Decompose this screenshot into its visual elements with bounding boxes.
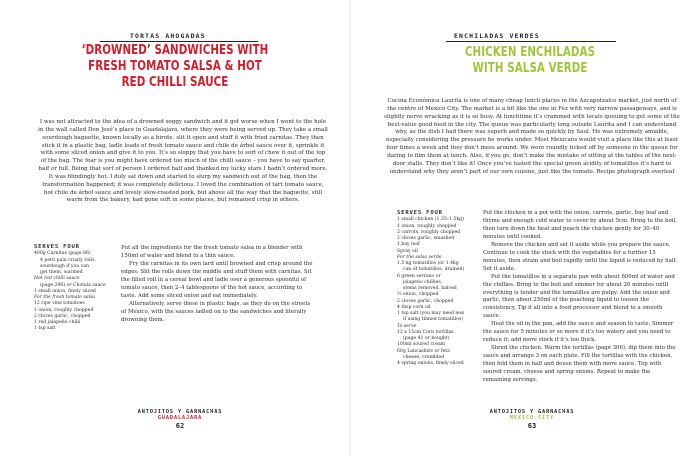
ingredient-item: 4 spring onions, finely sliced — [397, 361, 464, 366]
left-title-rule — [100, 41, 258, 42]
ingredient-item: jalapeño chillies, — [403, 279, 443, 285]
ingredient-item: 2 cloves garlic, smashed — [397, 236, 455, 241]
ingredient-item: can of tomatillos, drained) — [403, 267, 465, 273]
right-intro-text: Cocina Económica Laurita is one of many cheap lunch places in the Azcapotzalco market, just north of the centre of Mexico City. The market is a bit like the one in Fez with very narrow passageways, and is slightly nerve wracking as it is so busy. At lunchtime it’s crammed with locals queuing to get some of the best-value good food in the city. The queue was particularly long outside Laurita and I can understand why, as the dish I had there was superb and made so quickly by Saul. He was extremely amiable, especially considering the pressure he works under. Most Mexicans would visit a place like this at least four times a week and they don’t mess around. We were roundly ticked off by someone in the queue for daring to film them at lunch. Also, if you go, don’t make the mistake of sitting at the tables of the next-door stalls. They don’t like it! Once you’ve tasted the special green acidity of tomatillos it’s hard to understand why they aren’t part of our own cuisine, just like the tomato. Recipe photograph overleaf — [384, 98, 680, 175]
left-title-line-1: ‘DROWNED’ SANDWICHES WITH — [81, 43, 269, 58]
left-intro — [38, 119, 328, 205]
left-title-line-3: RED CHILLI SAUCE — [121, 75, 229, 90]
method-step: Shred the chicken. Warm the tortillas (page 306), dip them into the sauce and arrange 3 on each plate. Fill the tortillas with the chicken, then fold them in half and douse them with more sauce. Top with soured cream, cheese and spring onions. Repeat to make the remaining servings. — [483, 345, 676, 384]
ingredient-item: Spray oil — [397, 248, 418, 254]
ingredient-item: 4 tbsp corn oil — [397, 304, 431, 310]
left-recipe-title — [62, 43, 288, 91]
right-footer-chapter: ANTOJITOS Y GARNACHAS — [489, 409, 575, 415]
left-intro-text: I was not attracted to the idea of a drowned soggy sandwich and it got worse when I went to the hole in the wall called Don José’s place in Guadalajara, where they were being served up. They take a small sourdough baguette, known locally as a birote, slit it open and stuff it with fried carnitas. They then stick it in a plastic bag, ladle loads of fresh tomato sauce and chile de árbol sauce over it, sprinkle it with some sliced onion and give it to you. It’s so sloppy that you have to sort of chew it out of the top of the bag. The fear is you might have ordered too much of the chilli sauce – you have to say quarter, half or full. Being that sort of person I ordered half and thanked my lucky stars I hadn’t ordered more. It was blindingly hot. I duly sat down and started to slurp my sandwich out of the bag, then the transformation happened; it was completely delicious. I loved the combination of tart tomato sauce, hot chile de árbol sauce and lovely slow-roasted pork, but above all the way that the baguette, still warm from the bakery, had gone soft in some places, but remained crisp in others. — [38, 119, 328, 204]
right-intro — [384, 98, 680, 176]
ingredient-item: ½ onion, chopped — [397, 292, 439, 298]
ingredient-item: 12 ripe vine tomatoes — [34, 301, 85, 307]
ingredient-item: 1 tsp salt (you may need less — [397, 311, 465, 316]
left-section-label: TORTAS AHOGADAS — [130, 32, 206, 40]
right-method — [483, 210, 679, 385]
ingredient-item: 1 small onion, finely sliced — [34, 288, 96, 294]
ingredient-item: 1 onion, roughly chopped — [397, 223, 457, 229]
right-title-rule — [446, 41, 616, 42]
ingredient-item: 1 onion, roughly chopped — [34, 307, 94, 313]
ingredient-item: 400g Carnitas (page 86) — [34, 251, 91, 257]
ingredient-item: cheese, crumbled — [403, 354, 445, 360]
ingredient-item: (page 296) or Cholula sauce — [40, 282, 106, 288]
ingredient-item: if using tinned tomatillos) — [403, 317, 464, 323]
method-step: Alternatively, serve these in plastic bags, as they do on the streets of Mexico, with the sauces ladled on to the sandwiches and literally drowning them. — [121, 300, 311, 323]
ingredient-item: 2 cloves garlic, chopped — [34, 313, 91, 319]
right-title-line-1: CHICKEN ENCHILADAS — [464, 45, 596, 60]
ingredient-item: 4 petit pain crusty rolls, — [40, 257, 96, 263]
ingredient-item: 1 bay leaf — [397, 242, 420, 248]
ingredient-item: (page 41 or bought) — [403, 336, 450, 341]
right-title-line-2: WITH SALSA VERDE — [472, 61, 588, 76]
ingredient-subheading: To serve — [397, 323, 417, 329]
ingredient-item: 6 green serrano or — [397, 273, 441, 279]
ingredient-item: Hot red chilli sauce — [34, 276, 80, 282]
ingredient-item: stems removed, halved — [403, 286, 457, 291]
right-recipe-title — [421, 45, 639, 77]
ingredient-item: 2 carrots, roughly chopped — [397, 229, 461, 235]
right-page-number: 63 — [527, 422, 537, 430]
method-step: Heat the oil in the pan, add the sauce and season to taste. Simmer the sauce for 5 minutes or so more if it’s too watery and you need to reduce it; add more stock if it’s too thick. — [483, 321, 674, 344]
left-footer-chapter: ANTOJITOS Y GARNACHAS — [137, 409, 223, 415]
ingredient-item: 2 cloves garlic, chopped — [397, 298, 454, 304]
ingredient-subheading: For the fresh tomato salsa — [34, 295, 96, 300]
ingredient-item: 60g Lancashire or feta — [397, 348, 450, 354]
left-page-number: 62 — [175, 422, 185, 430]
ingredient-item: get them, warmed — [40, 270, 83, 275]
method-step: Fry the carnitas in its own lard until browned and crisp around the edges. Slit the rolls down the middle and stuff them with carnitas. Sit the filled roll in a cereal bowl and ladle over a generous spoonful of tomato sauce, then 2–4 tablespoons of the hot sauce, according to taste. Add some sliced onion and eat immediately. — [121, 260, 313, 299]
left-title-line-2: FRESH TOMATO SALSA & HOT — [88, 59, 262, 74]
method-step: Put the tomatillos in a separate pan with about 600ml of water and the chillies. Bring to the boil and simmer for about 20 minutes until everything is tender and the tomatillos are pulpy. Add the onion and garlic, then about 250ml of the poaching liquid to loosen the consistency. Tip it all into a food processor and blend to a smooth sauce. — [483, 273, 675, 320]
left-footer — [110, 409, 250, 430]
method-step: Put all the ingredients for the fresh tomato salsa in a blender with 150ml of water and blend to a thin sauce. — [121, 245, 303, 259]
left-method — [121, 245, 317, 325]
right-footer — [462, 409, 602, 430]
left-footer-location: GUADALAJARA — [157, 415, 203, 421]
page-right — [350, 0, 700, 456]
method-step: Remove the chicken and set it aside while you prepare the sauce. Continue to cook the stock with the vegetables for a further 15 minutes, then strain and boil rapidly until the liquid is reduced by half. Set it aside. — [483, 241, 678, 272]
right-footer-location: MEXICO CITY — [509, 415, 555, 421]
ingredient-item: 1.5 kg tomatillos (or 1.4kg — [397, 261, 459, 266]
right-section-label: ENCHILADAS VERDES — [454, 32, 540, 40]
ingredient-item: 12 x 15cm Corn tortillas — [397, 329, 454, 335]
method-step: Put the chicken in a pot with the onion, carrots, garlic, bay leaf and thyme and enough cold water to cover by about 5cm. Bring to the boil, then turn down the heat and poach the chicken gently for 30–40 minutes until cooked. — [483, 210, 677, 240]
ingredient-item: sourdough if you can — [40, 263, 89, 269]
ingredient-item: 1 tsp salt — [34, 326, 56, 332]
ingredient-item: 1 red jalapeño chilli — [34, 320, 81, 325]
left-ingredients-heading: SERVES FOUR — [34, 244, 80, 250]
ingredient-item: 1 small chicken (1.35–1.5kg) — [397, 217, 464, 223]
ingredient-subheading: For the salsa verde — [397, 254, 442, 260]
ingredient-item: 100ml soured cream — [397, 342, 446, 348]
right-ingredients — [397, 210, 481, 367]
right-ingredients-heading: SERVES FOUR — [397, 210, 443, 216]
left-ingredients — [34, 244, 116, 333]
